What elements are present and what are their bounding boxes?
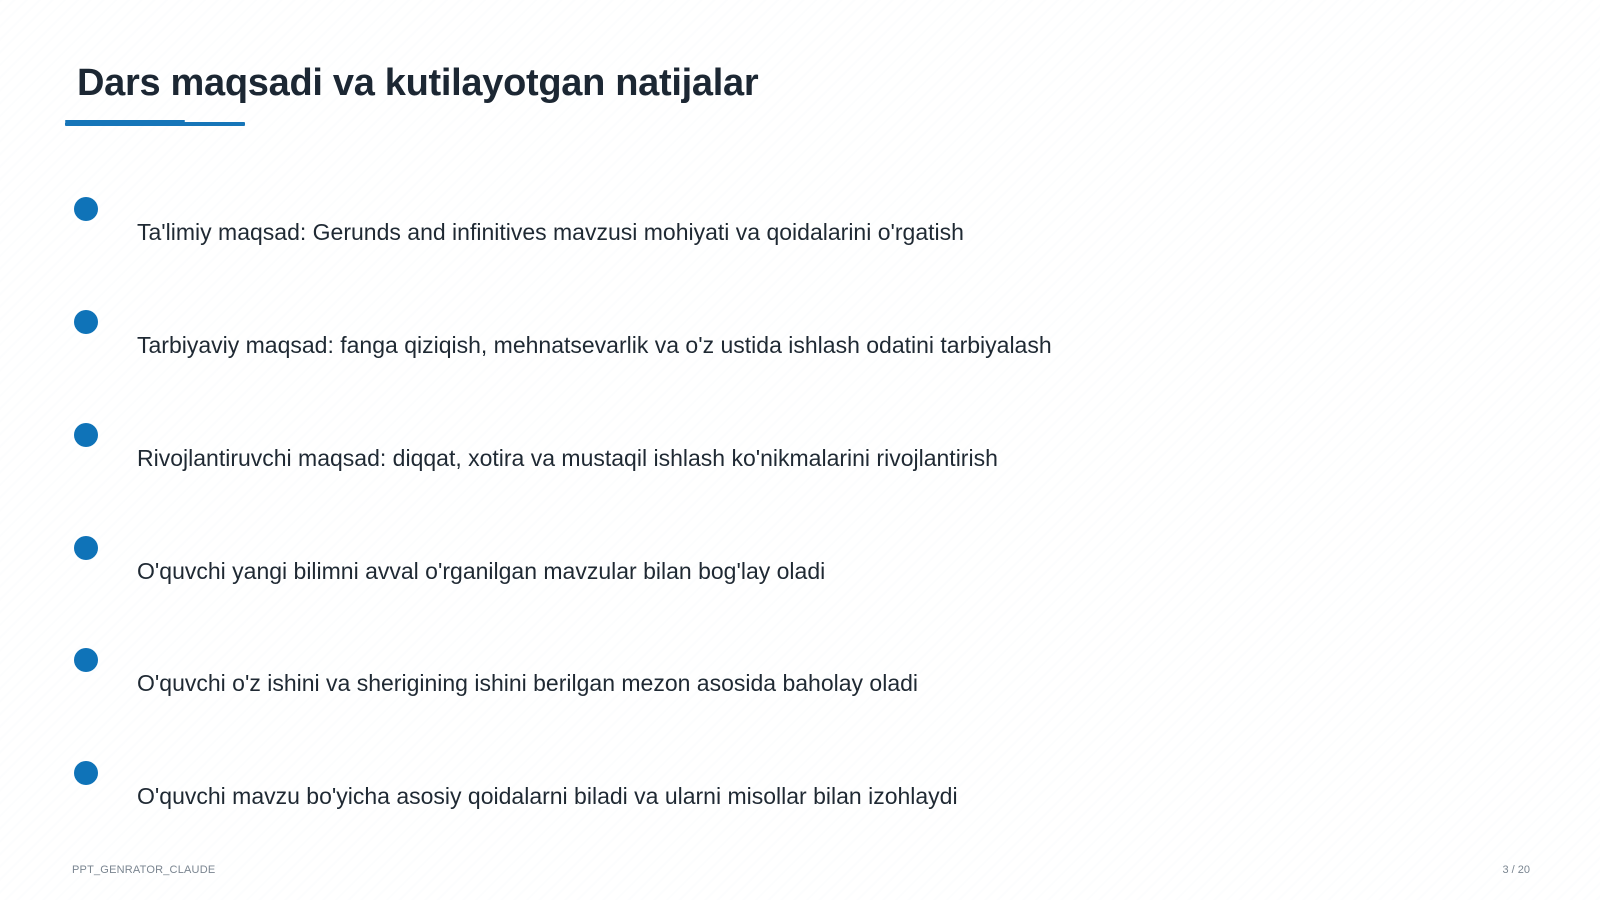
slide-title: Dars maqsadi va kutilayotgan natijalar bbox=[77, 62, 759, 104]
list-item-text: O'quvchi yangi bilimni avval o'rganilgan mavzular bilan bog'lay oladi bbox=[137, 558, 826, 584]
list-item bbox=[74, 648, 1474, 708]
list-item-text: O'quvchi mavzu bo'yicha asosiy qoidalarni biladi va ularni misollar bilan izohlaydi bbox=[137, 783, 958, 809]
list-item bbox=[74, 761, 1474, 821]
list-item-text: Ta'limiy maqsad: Gerunds and infinitives mavzusi mohiyati va qoidalarini o'rgatish bbox=[137, 219, 964, 245]
list-item bbox=[74, 197, 1474, 257]
title-underline bbox=[65, 120, 245, 126]
page-number: 3 / 20 bbox=[1502, 864, 1530, 876]
list-item bbox=[74, 536, 1474, 596]
bullet-dot-icon bbox=[74, 310, 98, 334]
bullet-dot-icon bbox=[74, 423, 98, 447]
title-underline-thick-bar bbox=[65, 122, 245, 126]
footer-label: PPT_GENRATOR_CLAUDE bbox=[72, 864, 216, 876]
bullet-dot-icon bbox=[74, 197, 98, 221]
bullet-dot-icon bbox=[74, 761, 98, 785]
list-item bbox=[74, 310, 1474, 370]
bullet-dot-icon bbox=[74, 536, 98, 560]
list-item-text: O'quvchi o'z ishini va sherigining ishini berilgan mezon asosida baholay oladi bbox=[137, 670, 919, 696]
list-item-text: Tarbiyaviy maqsad: fanga qiziqish, mehnatsevarlik va o'z ustida ishlash odatini tarbiyalash bbox=[137, 332, 1052, 358]
list-item-text: Rivojlantiruvchi maqsad: diqqat, xotira va mustaqil ishlash ko'nikmalarini rivojlantirish bbox=[137, 445, 998, 471]
bullet-dot-icon bbox=[74, 648, 98, 672]
list-item bbox=[74, 423, 1474, 483]
